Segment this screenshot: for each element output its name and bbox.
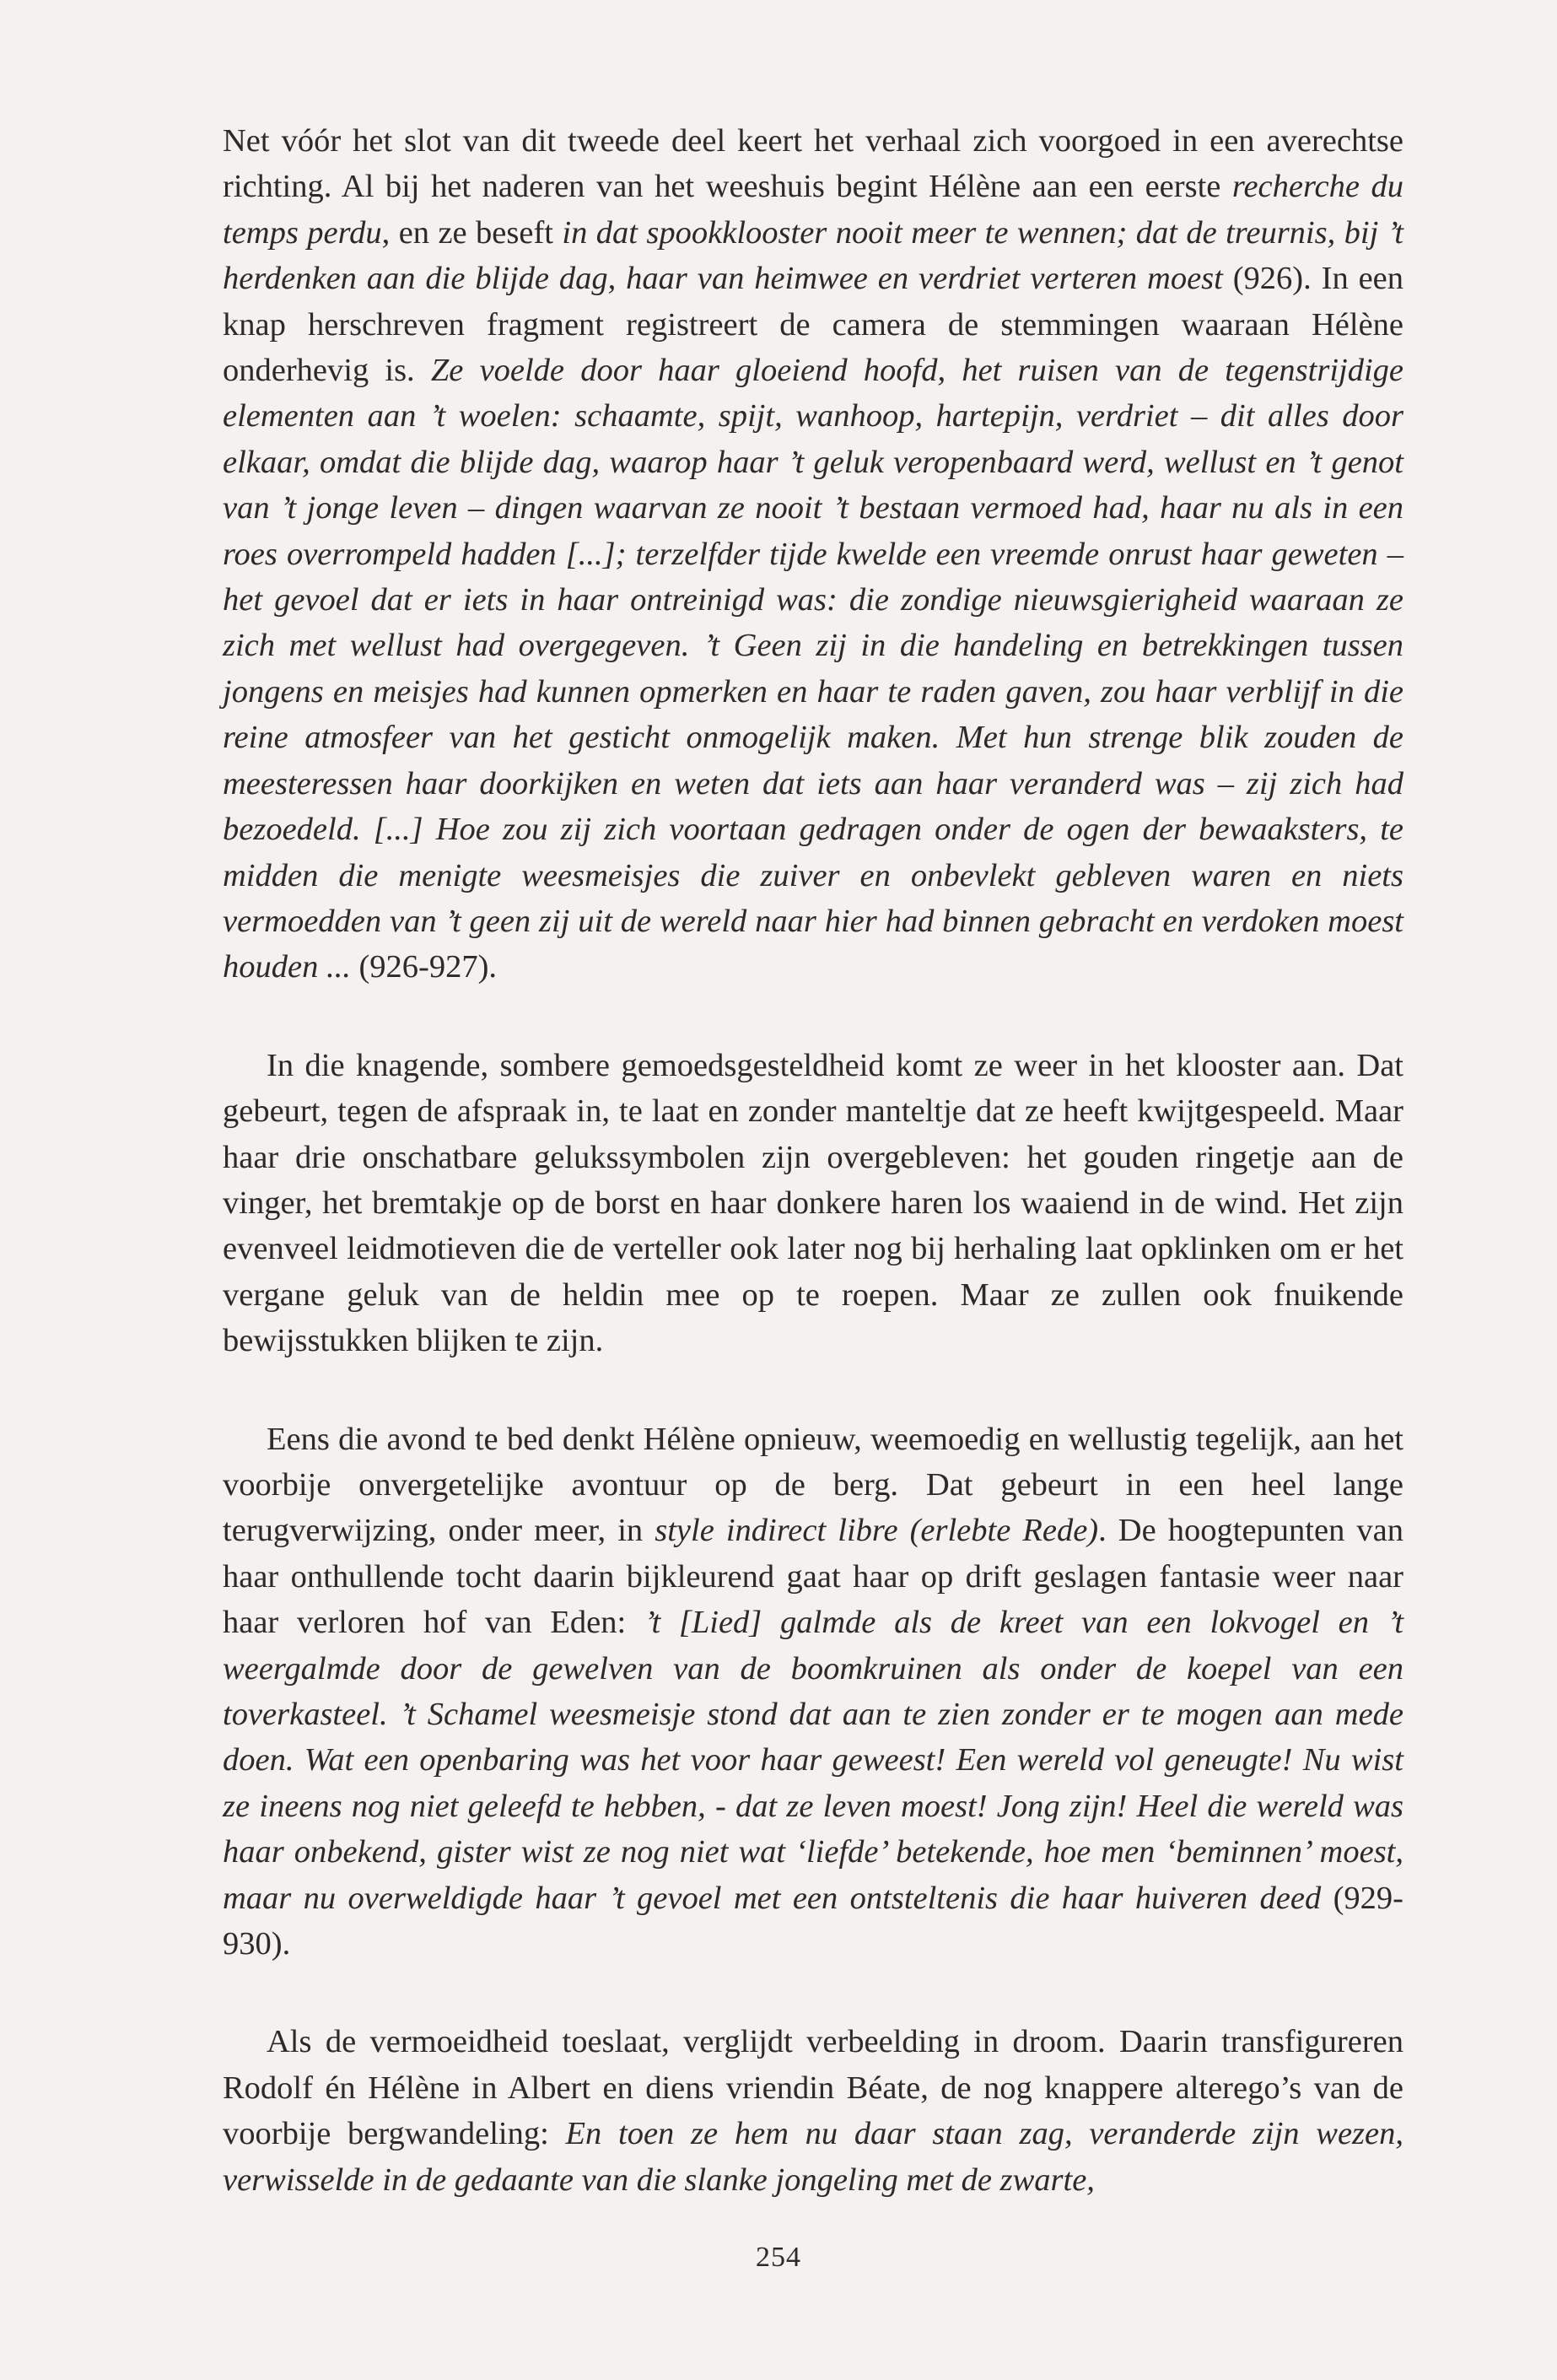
- text-run: . De hoogtepunten van haar onthullende tocht daarin bijkleurend gaat haar op drift geslagen fantasie weer naar haar verloren hof van Eden:: [223, 1513, 1403, 1641]
- text-run: (926). In een knap herschreven fragment registreert de camera de stemmingen waaraan Hélène onderhevig is.: [223, 261, 1404, 389]
- page-number: 254: [756, 2242, 801, 2273]
- italic-text-run: En toen ze hem nu daar staan zag, veranderde zijn wezen, verwisselde in de gedaante van die slanke jongeling met de zwarte,: [223, 2116, 1403, 2198]
- paragraph-1: [223, 118, 1403, 990]
- text-run: (926-927).: [350, 949, 498, 985]
- italic-text-run: in dat spookklooster nooit meer te wennen; dat de treurnis, bij ’t herdenken aan die blijde dag, haar van heimwee en verdriet verteren moest: [223, 214, 1403, 297]
- text-run: (929-930).: [223, 1880, 1403, 1962]
- text-run: In die knagende, sombere gemoedsgesteldheid komt ze weer in het klooster aan. Dat gebeurt, tegen de afspraak in, te laat en zonder manteltje dat ze heeft kwijtgespeeld. Maar haar drie onschatbare gelukssymbolen zijn overgebleven: het gouden ringetje aan de vinger, het bremtakje op de borst en haar donkere haren los waaiend in de wind. Het zijn evenveel leidmotieven die de verteller ook later nog bij herhaling laat opklinken om er het vergane geluk van de heldin mee op te roepen. Maar ze zullen ook fnuikende bewijsstukken blijken te zijn.: [223, 1047, 1403, 1359]
- italic-text-run: Ze voelde door haar gloeiend hoofd, het ruisen van de tegenstrijdige elementen aan ’t woelen: schaamte, spijt, wanhoop, hartepijn, verdriet – dit alles door elkaar, omdat die blijde dag, waarop haar ’t geluk veropenbaard werd, wellust en ’t genot van ’t jonge leven – dingen waarvan ze nooit ’t bestaan vermoed had, haar nu als in een roes overrompeld hadden [...]; terzelfder tijde kwelde een vreemde onrust haar geweten – het gevoel dat er iets in haar ontreinigd was: die zondige nieuwsgierigheid waaraan ze zich met wellust had overgegeven. ’t Geen zij in die handeling en betrekkingen tussen jongens en meisjes had kunnen opmerken en haar te raden gaven, zou haar verblijf in die reine atmosfeer van het gesticht onmogelijk maken. Met hun strenge blik zouden de meesteressen haar doorkijken en weten dat iets aan haar veranderd was – zij zich had bezoedeld. [...] Hoe zou zij zich voortaan gedragen onder de ogen der bewaaksters, te midden die menigte weesmeisjes die zuiver en onbevlekt gebleven waren en niets vermoedden van ’t geen zij uit de wereld naar hier had binnen gebracht en verdoken moest houden ...: [223, 353, 1403, 985]
- paragraph-4: [223, 2019, 1403, 2203]
- paragraph-2: [223, 1043, 1403, 1364]
- text-run: Eens die avond te bed denkt Hélène opnieuw, weemoedig en wellustig tegelijk, aan het voorbije onvergetelijke avontuur op de berg. Dat gebeurt in een heel lange terugverwijzing, onder meer, in: [223, 1421, 1403, 1549]
- paragraph-3: [223, 1417, 1403, 1967]
- body-text: [223, 118, 1403, 2255]
- text-run: Als de vermoeidheid toeslaat, verglijdt verbeelding in droom. Daarin transfigureren Rodolf én Hélène in Albert en diens vriendin Béate, de nog knappere alterego’s van de voorbije bergwandeling:: [223, 2024, 1403, 2152]
- text-run: , en ze beseft: [381, 214, 563, 251]
- italic-text-run: recherche du temps perdu: [223, 169, 1403, 251]
- italic-text-run: style indirect libre (erlebte Rede): [655, 1513, 1099, 1549]
- text-run: Net vóór het slot van dit tweede deel keert het verhaal zich voorgoed in een averechtse richting. Al bij het naderen van het weeshuis begint Hélène aan een eerste: [223, 123, 1403, 205]
- italic-text-run: ’t [Lied] galmde als de kreet van een lokvogel en ’t weergalmde door de gewelven van de boomkruinen als onder de koepel van een toverkasteel. ’t Schamel weesmeisje stond dat aan te zien zonder er te mogen aan mede doen. Wat een openbaring was het voor haar geweest! Een wereld vol geneugte! Nu wist ze ineens nog niet geleefd te hebben, - dat ze leven moest! Jong zijn! Heel die wereld was haar onbekend, gister wist ze nog niet wat ‘liefde’ betekende, hoe men ‘beminnen’ moest, maar nu overweldigde haar ’t gevoel met een ontsteltenis die haar huiveren deed: [223, 1605, 1403, 1916]
